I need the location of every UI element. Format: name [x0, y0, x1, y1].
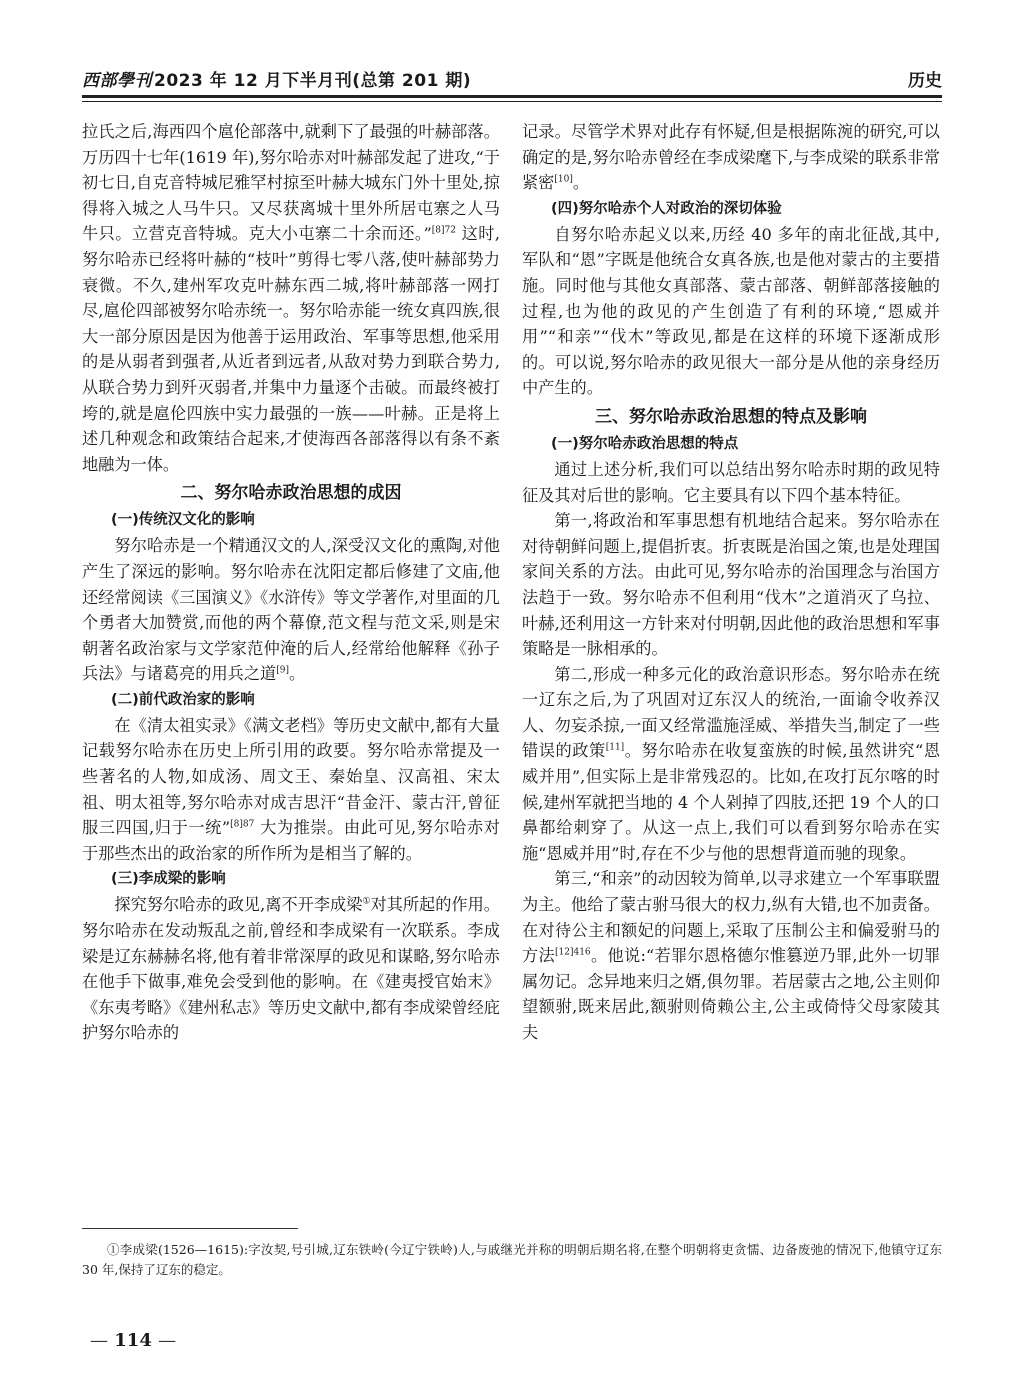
- citation: [11]: [605, 743, 625, 754]
- journal-issue: 2023 年 12 月下半月刊(总第 201 期): [154, 71, 472, 91]
- journal-logo: 西部學刊: [82, 71, 152, 91]
- subsection-heading: (三)李成梁的影响: [111, 871, 226, 888]
- footnote-marker: ①: [362, 897, 371, 908]
- footnote: ①李成梁(1526—1615):字汝契,号引城,辽东铁岭(今辽宁铁岭)人,与戚继光并称的明朝后期名将,在整个明朝将吏贪懦、边备废弛的情况下,他镇守辽东 30 年,保持了辽东的稳定。: [82, 1242, 942, 1277]
- paragraph: 通过上述分析,我们可以总结出努尔哈赤时期的政见特征及其对后世的影响。它主要具有以下四个基本特征。: [522, 459, 940, 505]
- paragraph-text: 大为推崇。由此可见,努尔哈赤对于那些杰出的政治家的所作所为是相当了解的。: [82, 818, 500, 863]
- paragraph-text: 在《清太祖实录》《满文老档》等历史文献中,都有大量记载努尔哈赤在历史上所引用的政要。努尔哈赤常提及一些著名的人物,如成汤、周文王、秦始皇、汉高祖、宋太祖、明太祖等,努尔哈赤对成吉思汗“昔金汗、蒙古汗,曾征服三四国,归于一统”: [82, 715, 500, 838]
- section-heading: 三、努尔哈赤政治思想的特点及影响: [595, 406, 867, 427]
- paragraph: [82, 119, 500, 477]
- paragraph-text: 。他说:“若罪尔恩格德尔惟篡逆乃罪,此外一切罪属勿记。念异地来归之婿,俱勿罪。若居蒙古之地,公主则仰望额驸,既来居此,额驸则倚赖公主,公主或倚恃父母家陵其夫: [522, 946, 941, 1042]
- paragraph-text: 拉氏之后,海西四个扈伦部落中,就剩下了最强的叶赫部落。万历四十七年(1619 年),努尔哈赤对叶赫部发起了进攻,“于初七日,自克音特城尼雅罕村掠至叶赫大城东门外十里处,掠得将入城之人马牛只。又尽获离城十里外所居屯寨之人马牛只。立营克音特城。克大小屯寨二十余而还。”: [82, 122, 500, 244]
- page-number: [90, 1330, 176, 1351]
- paragraph: [82, 892, 500, 1046]
- page-number-value: 114: [114, 1330, 152, 1351]
- citation: [8]72: [431, 225, 456, 236]
- section-heading: 二、努尔哈赤政治思想的成因: [180, 483, 402, 504]
- citation: [9]: [276, 665, 289, 676]
- paragraph: [522, 662, 940, 867]
- paragraph-text: 对其所起的作用。努尔哈赤在发动叛乱之前,曾经和李成梁有一次联系。李成梁是辽东赫赫名将,他有着非常深厚的政见和谋略,努尔哈赤在他手下做事,难免会受到他的影响。在《建夷授官始末》《东夷考略》《建州私志》等历史文献中,都有李成梁曾经庇护努尔哈赤的: [82, 895, 500, 1043]
- page-dash-left: —: [90, 1330, 108, 1351]
- paragraph: [82, 533, 500, 687]
- journal-title: [82, 66, 471, 91]
- page-dash-right: —: [158, 1330, 177, 1351]
- header-rule-thin: [82, 101, 942, 102]
- citation: [12]416: [555, 947, 591, 958]
- running-header: [82, 66, 942, 96]
- subsection-heading: (四)努尔哈赤个人对政治的深切体验: [551, 200, 782, 217]
- paragraph-text: 第二,形成一种多元化的政治意识形态。努尔哈赤在统一辽东之后,为了巩固对辽东汉人的统治,一面谕令收养汉人、勿妄杀掠,一面又经常滥施淫威、举措失当,制定了一些错误的政策: [522, 664, 940, 761]
- subsection-heading: (二)前代政治家的影响: [111, 691, 255, 708]
- paragraph-text: 。努尔哈赤在收复蛮族的时候,虽然讲究“恩威并用”,但实际上是非常残忍的。比如,在攻打瓦尔喀的时候,建州军就把当地的 4 个人剁掉了四肢,还把 19 个人的口鼻都给刺穿了。从这一点上,我们可以看到努尔哈赤在实施“恩威并用”时,存在不少与他的思想背道而驰的现象。: [522, 741, 941, 863]
- subsection-heading: (一)传统汉文化的影响: [111, 512, 255, 529]
- paragraph-text: 。: [289, 664, 306, 684]
- section-name: 历史: [908, 71, 942, 91]
- paragraph: 自努尔哈赤起义以来,历经 40 多年的南北征战,其中,军队和“恩”字既是他统合女真各族,也是他对蒙古的主要措施。同时他与其他女真部落、蒙古部落、朝鲜部落接触的过程,也为他的政见的产生创造了有利的环境,“恩威并用”“和亲”“伐木”等政见,都是在这样的环境下逐渐成形的。可以说,努尔哈赤的政见很大一部分是从他的亲身经历中产生的。: [522, 224, 940, 398]
- paragraph-text: 第三,“和亲”的动因较为简单,以寻求建立一个军事联盟为主。他给了蒙古驸马很大的权力,纵有大错,也不加责备。在对待公主和额妃的问题上,采取了压制公主和偏爱驸马的方法: [522, 869, 940, 966]
- paragraph-text: 这时,努尔哈赤已经将叶赫的“枝叶”剪得七零八落,使叶赫部势力衰微。不久,建州军攻克叶赫东西二城,将叶赫部落一网打尽,扈伦四部被努尔哈赤统一。努尔哈赤能一统女真四族,很大一部分原因是因为他善于运用政治、军事等思想,他采用的是从弱者到强者,从近者到远者,从敌对势力到联合势力,从联合势力到歼灭弱者,并集中力量逐个击破。而最终被打垮的,就是扈伦四族中实力最强的一族——叶赫。正是将上述几种观念和政策结合起来,才使海西各部落得以有条不紊地融为一体。: [82, 224, 500, 474]
- header-rule-thick: [82, 95, 942, 98]
- paragraph: [522, 119, 940, 196]
- citation: [8]87: [230, 819, 255, 830]
- left-column: [82, 119, 500, 1046]
- paragraph-text: 。: [572, 173, 590, 193]
- paragraph: [522, 866, 940, 1045]
- right-column: [522, 119, 940, 1046]
- subsection-heading: (一)努尔哈赤政治思想的特点: [551, 435, 739, 452]
- footnote-rule: [82, 1228, 298, 1229]
- paragraph: [82, 713, 500, 867]
- paragraph-text: 记录。尽管学术界对此存有怀疑,但是根据陈涴的研究,可以确定的是,努尔哈赤曾经在李成梁麾下,与李成梁的联系非常紧密: [522, 122, 940, 193]
- citation: [10]: [554, 174, 573, 185]
- paragraph: 第一,将政治和军事思想有机地结合起来。努尔哈赤在对待朝鲜问题上,提倡折衷。折衷既是治国之策,也是处理国家间关系的方法。由此可见,努尔哈赤的治国理念与治国方法趋于一致。努尔哈赤不但利用“伐木”之道消灭了乌拉、叶赫,还利用这一方针来对付明朝,因此他的政治思想和军事策略是一脉相承的。: [522, 511, 940, 659]
- paragraph-text: 探究努尔哈赤的政见,离不开李成梁: [114, 895, 363, 915]
- paragraph-text: 努尔哈赤是一个精通汉文的人,深受汉文化的熏陶,对他产生了深远的影响。努尔哈赤在沈阳定都后修建了文庙,他还经常阅读《三国演义》《水浒传》等文学著作,对里面的几个勇者大加赞赏,而他的两个幕僚,范文程与范文采,则是宋朝著名政治家与文学家范仲淹的后人,经常给他解释《孙子兵法》与诸葛亮的用兵之道: [82, 536, 500, 684]
